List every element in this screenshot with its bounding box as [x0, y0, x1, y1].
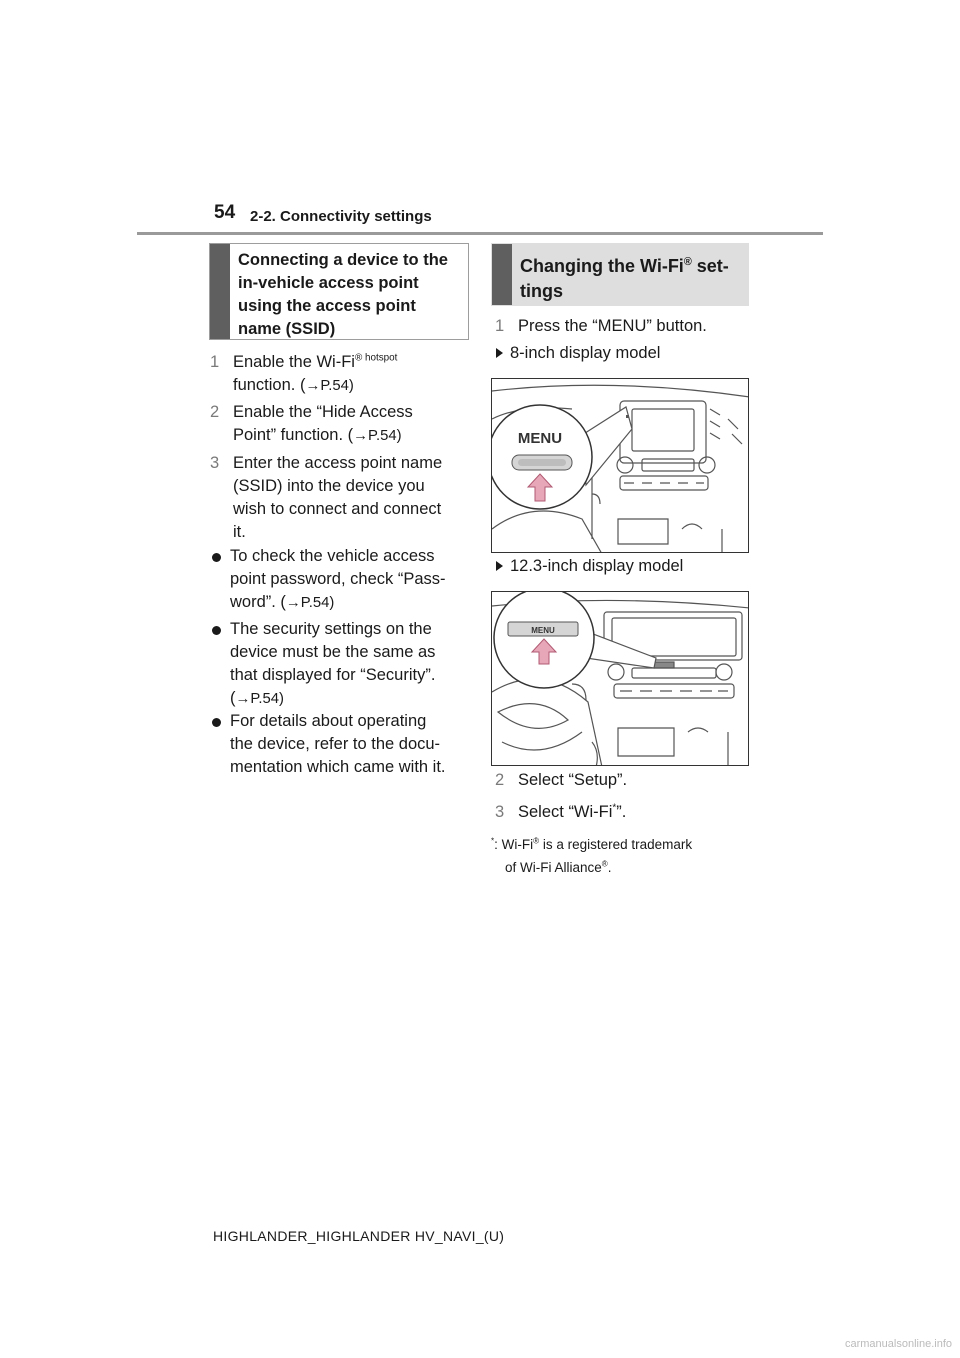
- section-title: 2-2. Connectivity settings: [250, 208, 432, 225]
- page-reference-link[interactable]: →P.54): [353, 428, 402, 444]
- figure-12-inch-dashboard: [491, 591, 749, 766]
- triangle-bullet-icon: [496, 561, 503, 571]
- header-rule: [137, 232, 823, 235]
- triangle-bullet-icon: [496, 348, 503, 358]
- dashboard-illustration-8-inch: [492, 379, 749, 553]
- footnote: *: Wi-Fi® is a registered trademark of Wi-Fi Alliance®.: [491, 836, 693, 875]
- menu-label: MENU: [531, 626, 555, 635]
- page-number: 54: [214, 202, 236, 223]
- left-section-heading: [209, 243, 469, 340]
- right-heading-text: Changing the Wi-Fi® set- tings: [520, 256, 729, 301]
- dashboard-illustration-12-inch: [492, 592, 749, 766]
- figure-8-inch-dashboard: [491, 378, 749, 553]
- bullet-dot-icon: [212, 626, 221, 635]
- left-heading-text: Connecting a device to the in-vehicle access point using the access point name (SSID): [238, 251, 448, 338]
- menu-label: MENU: [517, 430, 563, 447]
- footer-model-code: HIGHLANDER_HIGHLANDER HV_NAVI_(U): [213, 1228, 505, 1244]
- heading-bar: [210, 244, 230, 339]
- page-reference-link[interactable]: →P.54): [235, 691, 284, 707]
- bullet-dot-icon: [212, 553, 221, 562]
- page-reference-link[interactable]: →P.54): [305, 378, 354, 394]
- page-reference-link[interactable]: →P.54): [285, 595, 335, 611]
- watermark: carmanualsonline.info: [844, 1338, 952, 1350]
- bullet-dot-icon: [212, 718, 221, 727]
- right-section-heading: [491, 243, 749, 306]
- heading-bar: [492, 244, 512, 305]
